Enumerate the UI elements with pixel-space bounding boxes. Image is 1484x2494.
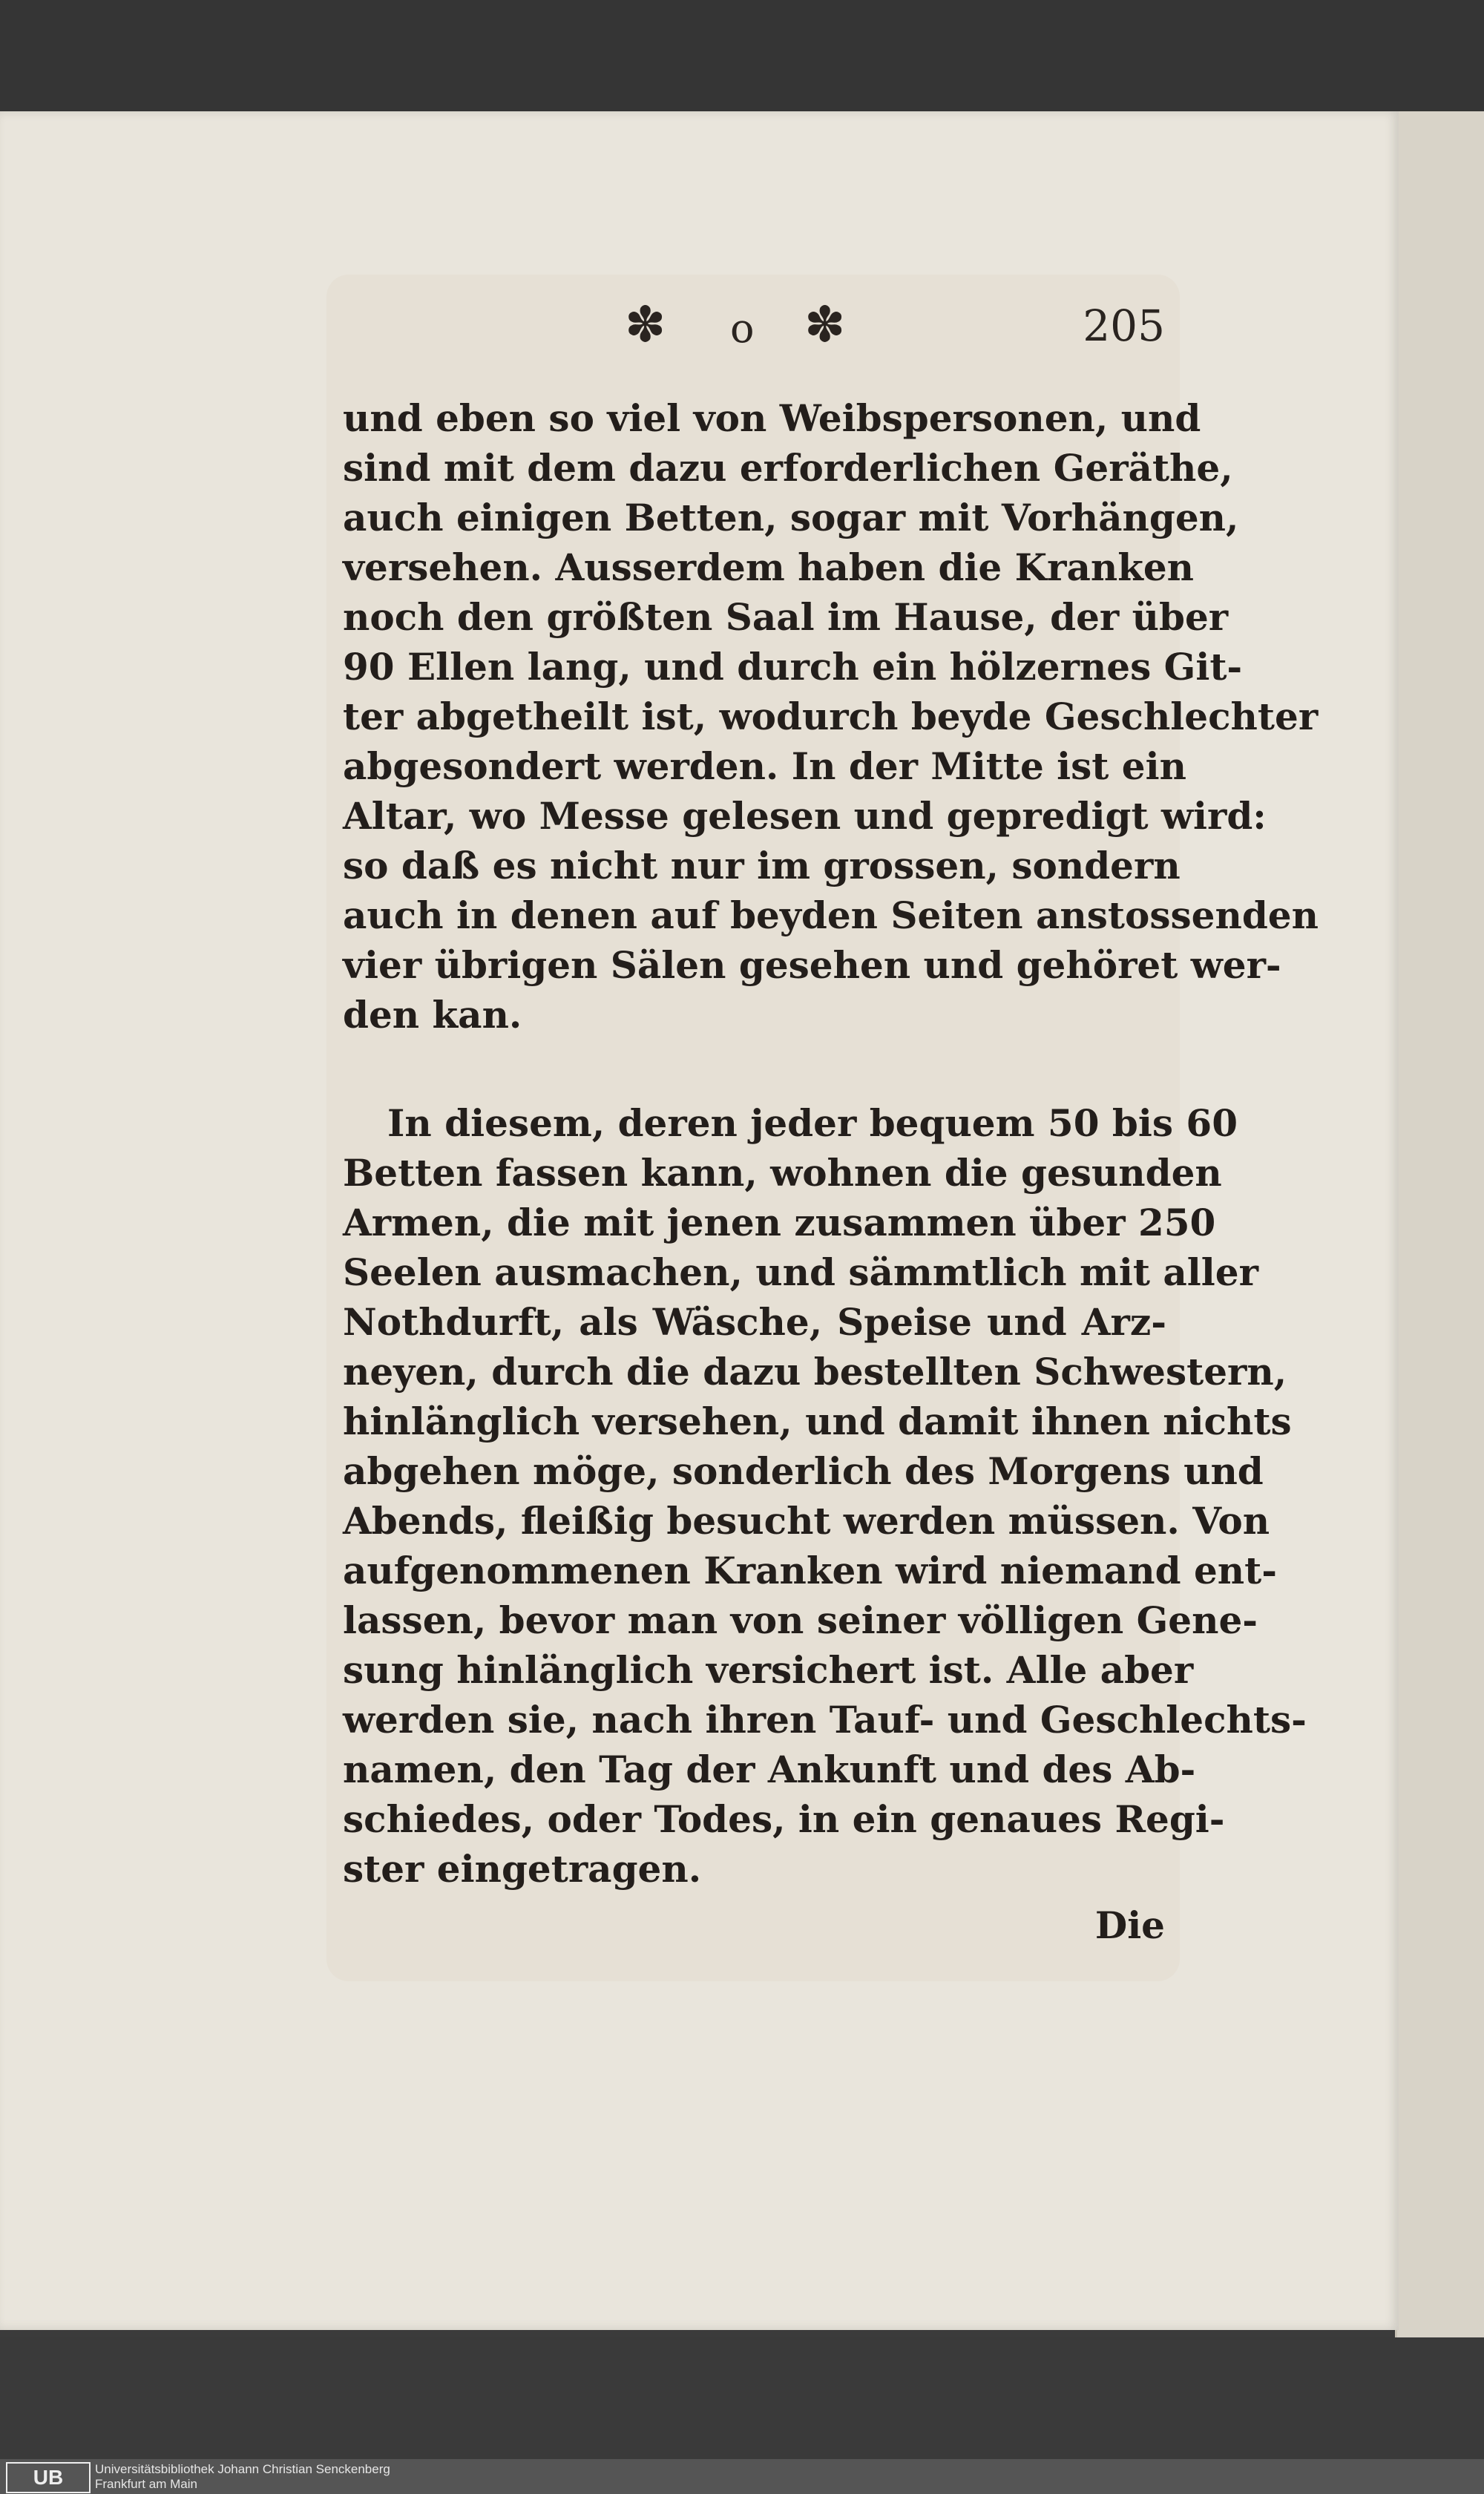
library-logo: UB xyxy=(6,2462,91,2493)
text-line: aufgenommenen Kranken wird niemand ent- xyxy=(343,1549,1277,1592)
text-line: Abends, fleißig besucht werden müssen. Von xyxy=(343,1499,1270,1543)
catchword: Die xyxy=(1094,1903,1165,1947)
text-line: lassen, bevor man von seiner völligen Gene- xyxy=(343,1598,1258,1642)
text-line: Altar, wo Messe gelesen und gepredigt wird: xyxy=(343,794,1267,838)
page-number: 205 xyxy=(1083,301,1165,351)
text-line: und eben so viel von Weibspersonen, und xyxy=(343,396,1201,440)
text-line: neyen, durch die dazu bestellten Schwestern, xyxy=(343,1350,1287,1394)
text-line: versehen. Ausserdem haben die Kranken xyxy=(343,545,1194,589)
header-ornament-left-icon: ✽ xyxy=(625,296,666,353)
adjacent-page-edge xyxy=(1395,111,1484,2337)
scan-background-top xyxy=(0,0,1484,111)
text-line: noch den größten Saal im Hause, der über xyxy=(343,595,1229,639)
footer-credit-line-1: Universitätsbibliothek Johann Christian Senckenberg xyxy=(95,2462,390,2476)
text-line: Betten fassen kann, wohnen die gesunden xyxy=(343,1151,1222,1195)
paragraph-2 xyxy=(343,1098,1307,1894)
text-line: hinlänglich versehen, und damit ihnen nichts xyxy=(343,1399,1292,1443)
footer-credit xyxy=(95,2462,390,2492)
paragraph-1 xyxy=(343,393,1319,1040)
text-line: so daß es nicht nur im grossen, sondern xyxy=(343,844,1181,887)
text-line: sung hinlänglich versichert ist. Alle aber xyxy=(343,1648,1194,1692)
text-line: auch einigen Betten, sogar mit Vorhängen, xyxy=(343,496,1239,539)
text-line: 90 Ellen lang, und durch ein hölzernes Git- xyxy=(343,645,1243,689)
text-line: In diesem, deren jeder bequem 50 bis 60 xyxy=(387,1101,1238,1145)
text-line: auch in denen auf beyden Seiten anstossenden xyxy=(343,893,1319,937)
text-line: abgesondert werden. In der Mitte ist ein xyxy=(343,744,1186,788)
text-line: abgehen möge, sonderlich des Morgens und xyxy=(343,1449,1264,1493)
text-line: vier übrigen Sälen gesehen und gehöret wer- xyxy=(343,943,1281,987)
text-line: Seelen ausmachen, und sämmtlich mit aller xyxy=(343,1250,1258,1294)
text-line: Nothdurft, als Wäsche, Speise und Arz- xyxy=(343,1300,1166,1344)
header-ornament-center-icon: o xyxy=(730,305,755,352)
footer-credit-line-2: Frankfurt am Main xyxy=(95,2477,197,2491)
text-line: schiedes, oder Todes, in ein genaues Regi- xyxy=(343,1797,1225,1841)
header-ornament-right-icon: ✽ xyxy=(804,296,846,353)
text-line: ter abgetheilt ist, wodurch beyde Geschlechter xyxy=(343,695,1319,738)
text-line: ster eingetragen. xyxy=(343,1847,702,1891)
text-line: den kan. xyxy=(343,993,522,1037)
text-line: namen, den Tag der Ankunft und des Ab- xyxy=(343,1748,1196,1791)
text-line: Armen, die mit jenen zusammen über 250 xyxy=(343,1201,1216,1244)
text-line: sind mit dem dazu erforderlichen Geräthe, xyxy=(343,446,1233,490)
text-line: werden sie, nach ihren Tauf- und Geschlechts- xyxy=(343,1698,1307,1742)
